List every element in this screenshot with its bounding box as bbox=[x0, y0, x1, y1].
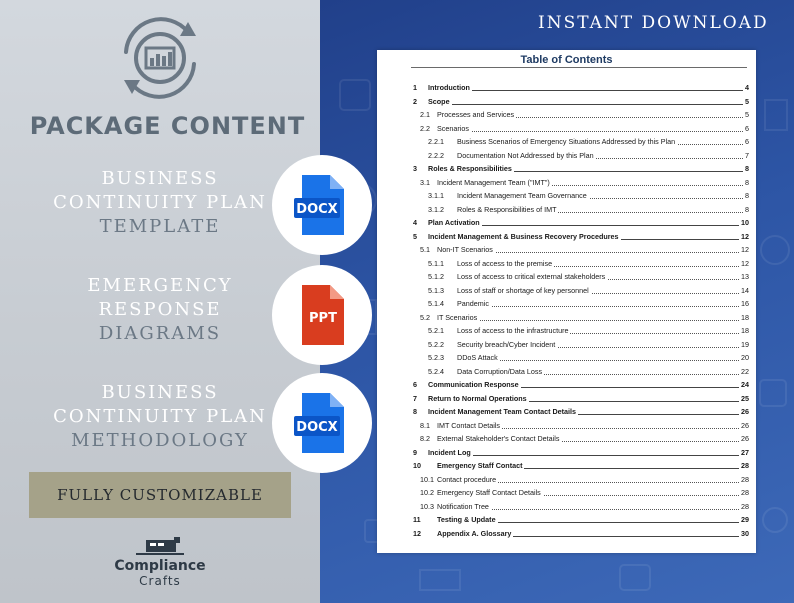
toc-row-leader bbox=[437, 320, 743, 321]
toc-row-page: 5 bbox=[745, 110, 749, 119]
toc-row-page: 12 bbox=[741, 231, 749, 241]
ppt-file-badge bbox=[272, 265, 372, 365]
docx-file-badge bbox=[272, 155, 372, 255]
toc-row-text: Scenarios bbox=[437, 123, 469, 133]
toc-row-text: Plan Activation bbox=[428, 218, 480, 227]
toc-row-text: Incident Management & Business Recovery Procedures bbox=[428, 231, 619, 241]
toc-row-page: 6 bbox=[745, 137, 749, 146]
toc-row-number: 2.1 bbox=[420, 110, 430, 119]
toc-row-number: 3 bbox=[413, 164, 417, 173]
package-content-title: PACKAGE CONTENT bbox=[29, 112, 306, 140]
item-line: CONTINUITY PLAN bbox=[53, 406, 267, 427]
toc-row-text: IT Scenarios bbox=[437, 312, 478, 322]
item-line: EMERGENCY bbox=[87, 275, 233, 296]
toc-row-leader bbox=[428, 455, 743, 456]
toc-row bbox=[377, 487, 756, 498]
toc-row-page: 22 bbox=[741, 366, 749, 376]
toc-row-leader bbox=[428, 104, 743, 105]
toc-row-page: 25 bbox=[741, 393, 749, 403]
toc-row-number: 5 bbox=[413, 231, 417, 241]
fully-customizable-badge: FULLY CUSTOMIZABLE bbox=[29, 472, 291, 518]
toc-row bbox=[377, 190, 756, 201]
package-item-bcp-template bbox=[30, 167, 290, 239]
toc-row-page: 19 bbox=[741, 339, 749, 349]
toc-row bbox=[377, 393, 756, 404]
brand-mark-icon bbox=[130, 536, 190, 556]
toc-row-page: 14 bbox=[741, 285, 749, 295]
toc-row-text: Loss of access to the infrastructure bbox=[457, 326, 569, 335]
toc-title-rule bbox=[411, 67, 747, 68]
toc-row-text: Loss of staff or shortage of key personnel bbox=[457, 285, 589, 295]
toc-row-text: Roles & Responsibilities of IMT bbox=[457, 204, 557, 214]
file-type-label: PPT bbox=[309, 311, 337, 326]
toc-row-number: 5.2 bbox=[420, 312, 430, 322]
instant-download-heading: INSTANT DOWNLOAD bbox=[538, 13, 769, 33]
toc-row bbox=[377, 528, 756, 539]
toc-row-text: Incident Log bbox=[428, 447, 471, 457]
toc-row-text: Roles & Responsibilities bbox=[428, 164, 512, 173]
toc-row-page: 28 bbox=[741, 501, 749, 511]
toc-row-page: 26 bbox=[741, 434, 749, 443]
toc-row-text: Documentation Not Addressed by this Plan bbox=[457, 150, 594, 160]
toc-row-number: 4 bbox=[413, 218, 417, 227]
toc-row-number: 3.1.1 bbox=[428, 191, 444, 200]
toc-row-number: 5.1.4 bbox=[428, 299, 444, 308]
toc-row-text: Scope bbox=[428, 96, 450, 106]
item-line: BUSINESS bbox=[101, 382, 219, 403]
toc-row-number: 2.2.2 bbox=[428, 150, 444, 160]
toc-row-number: 5.1.3 bbox=[428, 285, 444, 295]
toc-row bbox=[377, 82, 756, 93]
toc-row-number: 5.2.2 bbox=[428, 339, 444, 349]
toc-row bbox=[377, 366, 756, 377]
toc-row bbox=[377, 379, 756, 390]
item-line: DIAGRAMS bbox=[98, 323, 222, 344]
toc-row-number: 5.1.1 bbox=[428, 258, 444, 268]
toc-row bbox=[377, 204, 756, 215]
toc-row-number: 5.2.1 bbox=[428, 326, 444, 335]
toc-row-page: 20 bbox=[741, 353, 749, 362]
toc-row-page: 24 bbox=[741, 380, 749, 389]
toc-row-text: Business Scenarios of Emergency Situations Addressed by this Plan bbox=[457, 137, 676, 146]
toc-row bbox=[377, 136, 756, 147]
toc-row-page: 7 bbox=[745, 150, 749, 160]
toc-row-number: 5.2.3 bbox=[428, 353, 444, 362]
docx-file-badge bbox=[272, 373, 372, 473]
toc-row-number: 2.2 bbox=[420, 123, 430, 133]
toc-row bbox=[377, 177, 756, 188]
toc-row bbox=[377, 420, 756, 431]
toc-row bbox=[377, 109, 756, 120]
toc-row-page: 27 bbox=[741, 447, 749, 457]
brand-logo bbox=[100, 536, 220, 596]
toc-row-text: Loss of access to critical external stakeholders bbox=[457, 272, 606, 281]
package-item-emergency-diagrams bbox=[30, 274, 290, 346]
toc-document-preview bbox=[377, 50, 756, 553]
toc-row bbox=[377, 352, 756, 363]
toc-row bbox=[377, 460, 756, 471]
toc-row-page: 28 bbox=[741, 474, 749, 484]
toc-row-text: Appendix A. Glossary bbox=[437, 528, 512, 538]
toc-row-number: 5.2.4 bbox=[428, 366, 444, 376]
toc-row-number: 8.1 bbox=[420, 420, 430, 430]
toc-row-leader bbox=[437, 131, 743, 132]
toc-row-text: Communication Response bbox=[428, 380, 519, 389]
toc-row bbox=[377, 258, 756, 269]
toc-row bbox=[377, 339, 756, 350]
toc-row bbox=[377, 123, 756, 134]
toc-row-text: Contact procedure bbox=[437, 474, 497, 484]
toc-row bbox=[377, 406, 756, 417]
toc-row-number: 10.1 bbox=[420, 474, 434, 484]
toc-row-number: 10 bbox=[413, 461, 421, 470]
item-line: RESPONSE bbox=[98, 299, 222, 320]
toc-row bbox=[377, 514, 756, 525]
toc-row bbox=[377, 312, 756, 323]
docx-file-icon bbox=[272, 155, 372, 255]
item-line: METHODOLOGY bbox=[71, 430, 249, 451]
toc-row-text: Pandemic bbox=[457, 299, 489, 308]
toc-row-page: 12 bbox=[741, 245, 749, 254]
toc-row-page: 29 bbox=[741, 515, 749, 524]
toc-row bbox=[377, 325, 756, 336]
toc-row-page: 5 bbox=[745, 96, 749, 106]
toc-row-number: 12 bbox=[413, 528, 421, 538]
toc-row-text: Emergency Staff Contact Details bbox=[437, 488, 541, 497]
toc-row-text: Processes and Services bbox=[437, 110, 515, 119]
toc-row-page: 8 bbox=[745, 204, 749, 214]
package-item-bcp-methodology bbox=[30, 381, 290, 453]
toc-row-text: Incident Management Team ("IMT") bbox=[437, 177, 550, 187]
toc-row bbox=[377, 217, 756, 228]
toc-row bbox=[377, 447, 756, 458]
toc-row-page: 10 bbox=[741, 218, 749, 227]
toc-row-page: 18 bbox=[741, 326, 749, 335]
toc-row bbox=[377, 501, 756, 512]
toc-row bbox=[377, 96, 756, 107]
toc-row bbox=[377, 285, 756, 296]
toc-row-number: 11 bbox=[413, 515, 421, 524]
toc-row-number: 7 bbox=[413, 393, 417, 403]
toc-row-page: 12 bbox=[741, 258, 749, 268]
toc-row-number: 6 bbox=[413, 380, 417, 389]
toc-row-page: 30 bbox=[741, 528, 749, 538]
toc-row-text: Testing & Update bbox=[437, 515, 496, 524]
toc-row-text: IMT Contact Details bbox=[437, 420, 500, 430]
toc-row-text: Loss of access to the premise bbox=[457, 258, 553, 268]
toc-title: Table of Contents bbox=[520, 54, 613, 66]
toc-row bbox=[377, 474, 756, 485]
toc-row-text: Data Corruption/Data Loss bbox=[457, 366, 543, 376]
toc-row-number: 2 bbox=[413, 96, 417, 106]
item-line: BUSINESS bbox=[101, 168, 219, 189]
toc-row-number: 2.2.1 bbox=[428, 137, 444, 146]
item-line: TEMPLATE bbox=[99, 216, 221, 237]
brand-sub: Crafts bbox=[139, 574, 181, 588]
file-type-label: DOCX bbox=[296, 420, 338, 435]
toc-row bbox=[377, 271, 756, 282]
toc-row-page: 26 bbox=[741, 407, 749, 416]
brand-name: Compliance bbox=[114, 558, 206, 574]
toc-row-leader bbox=[457, 306, 743, 307]
toc-row-text: Emergency Staff Contact bbox=[437, 461, 523, 470]
toc-row-text: Incident Management Team Governance bbox=[457, 191, 587, 200]
toc-row-number: 3.1.2 bbox=[428, 204, 444, 214]
toc-row-text: Non-IT Scenarios bbox=[437, 245, 493, 254]
toc-row-number: 10.2 bbox=[420, 488, 434, 497]
toc-row-page: 4 bbox=[745, 83, 749, 92]
toc-row-page: 8 bbox=[745, 164, 749, 173]
toc-row-number: 10.3 bbox=[420, 501, 434, 511]
toc-row-leader bbox=[428, 90, 743, 91]
continuity-cycle-icon bbox=[116, 12, 204, 104]
toc-row-text: External Stakeholder's Contact Details bbox=[437, 434, 560, 443]
item-line: CONTINUITY PLAN bbox=[53, 192, 267, 213]
toc-row-page: 13 bbox=[741, 272, 749, 281]
toc-row-number: 9 bbox=[413, 447, 417, 457]
toc-row bbox=[377, 433, 756, 444]
toc-row-text: Incident Management Team Contact Details bbox=[428, 407, 577, 416]
toc-row-page: 28 bbox=[741, 488, 749, 497]
toc-row-number: 8 bbox=[413, 407, 417, 416]
toc-row-text: Return to Normal Operations bbox=[428, 393, 527, 403]
toc-row-number: 5.1.2 bbox=[428, 272, 444, 281]
toc-row-number: 8.2 bbox=[420, 434, 430, 443]
toc-row-page: 8 bbox=[745, 177, 749, 187]
toc-row-page: 6 bbox=[745, 123, 749, 133]
toc-row-page: 26 bbox=[741, 420, 749, 430]
ppt-file-icon bbox=[272, 265, 372, 365]
toc-row bbox=[377, 244, 756, 255]
toc-row bbox=[377, 231, 756, 242]
toc-row bbox=[377, 163, 756, 174]
toc-row-page: 16 bbox=[741, 299, 749, 308]
toc-row-text: Notification Tree bbox=[437, 501, 489, 511]
toc-row-text: Security breach/Cyber Incident bbox=[457, 339, 556, 349]
toc-row-page: 8 bbox=[745, 191, 749, 200]
toc-row-text: Introduction bbox=[428, 83, 470, 92]
toc-row-text: DDoS Attack bbox=[457, 353, 498, 362]
toc-row-leader bbox=[457, 360, 743, 361]
toc-row-page: 28 bbox=[741, 461, 749, 470]
toc-row bbox=[377, 150, 756, 161]
toc-row-page: 18 bbox=[741, 312, 749, 322]
toc-row-number: 3.1 bbox=[420, 177, 430, 187]
toc-row bbox=[377, 298, 756, 309]
toc-row-number: 5.1 bbox=[420, 245, 430, 254]
docx-file-icon bbox=[272, 373, 372, 473]
file-type-label: DOCX bbox=[296, 202, 338, 217]
toc-row-number: 1 bbox=[413, 83, 417, 92]
